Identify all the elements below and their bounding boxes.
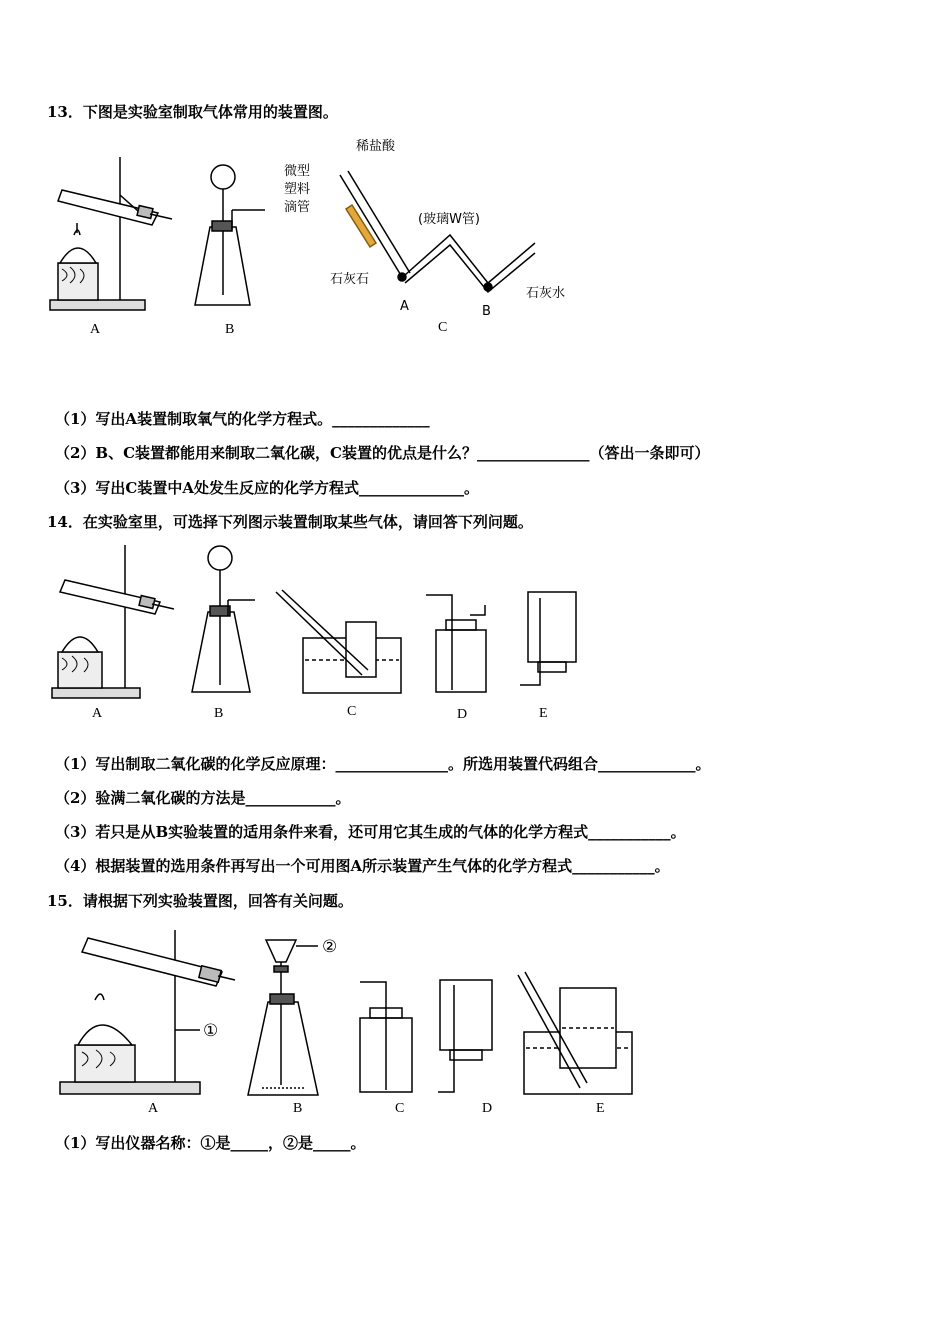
q14-title: 14．在实验室里，可选择下列图示装置制取某些气体，请回答下列问题。: [47, 513, 533, 531]
q13-apparatus-b: [195, 165, 265, 305]
q13-figure: [40, 135, 600, 345]
q14-apparatus-b: [192, 546, 255, 692]
q14-apparatus-c: [276, 590, 401, 693]
q15-apparatus-c: [360, 982, 412, 1092]
q13-c-point-b: B: [482, 304, 491, 319]
q13-c-point-a: A: [400, 299, 409, 314]
q14-sub1: （1）写出制取二氧化碳的化学反应原理：_______________。所选用装置代码组合_____________。: [55, 755, 711, 773]
q13-c-limestone: 石灰石: [330, 272, 370, 287]
q14-sub4: （4）根据装置的选用条件再写出一个可用图A所示装置产生气体的化学方程式___________。: [55, 857, 670, 875]
q15-label-c: C: [395, 1101, 405, 1116]
q15-label-b: B: [293, 1101, 303, 1116]
q13-apparatus-a: [50, 157, 172, 310]
q14-sub3: （3）若只是从B实验装置的适用条件来看，还可用它其生成的气体的化学方程式___________。: [55, 823, 686, 841]
q15-label-a: A: [148, 1101, 159, 1116]
q13-label-c: C: [438, 320, 448, 335]
q15-apparatus-b: [248, 937, 337, 1095]
q13-c-wtube: (玻璃W管): [418, 212, 480, 227]
q15-marker-1: ①: [203, 1021, 219, 1041]
q13-title: 13．下图是实验室制取气体常用的装置图。: [47, 103, 338, 121]
q13-c-limewater: 石灰水: [526, 286, 566, 301]
q13-c-acid: 稀盐酸: [356, 139, 396, 154]
q15-title: 15．请根据下列实验装置图，回答有关问题。: [47, 892, 353, 910]
q15-sub1: （1）写出仪器名称：①是_____，②是_____。: [55, 1134, 366, 1152]
q14-apparatus-d: [426, 595, 486, 692]
q14-label-a: A: [92, 706, 103, 721]
q14-apparatus-a: [52, 545, 174, 698]
q15-marker-2: ②: [322, 937, 338, 957]
q14-sub2: （2）验满二氧化碳的方法是____________。: [55, 789, 351, 807]
q13-sub3: （3）写出C装置中A处发生反应的化学方程式______________。: [55, 479, 480, 497]
q15-figure: [40, 920, 670, 1120]
q15-apparatus-e: [518, 972, 632, 1094]
q13-sub1: （1）写出A装置制取氧气的化学方程式。_____________: [55, 410, 430, 428]
q13-c-dropper3: 滴管: [284, 200, 311, 215]
q13-apparatus-c: [340, 171, 535, 292]
q14-label-b: B: [214, 706, 224, 721]
q13-c-dropper2: 塑料: [284, 182, 311, 197]
q15-apparatus-a: [60, 930, 235, 1094]
q13-sub2: （2）B、C装置都能用来制取二氧化碳，C装置的优点是什么？_______________（答出一条即可）: [55, 444, 710, 462]
q14-label-d: D: [457, 707, 468, 722]
q13-label-a: A: [90, 322, 101, 337]
q14-apparatus-e: [520, 592, 576, 685]
q13-label-b: B: [225, 322, 235, 337]
q15-apparatus-d: [438, 980, 492, 1092]
q14-label-e: E: [539, 706, 548, 721]
q15-label-e: E: [596, 1101, 605, 1116]
q14-figure: [40, 540, 600, 730]
q14-label-c: C: [347, 704, 357, 719]
q13-c-dropper1: 微型: [284, 164, 311, 179]
q15-label-d: D: [482, 1101, 493, 1116]
